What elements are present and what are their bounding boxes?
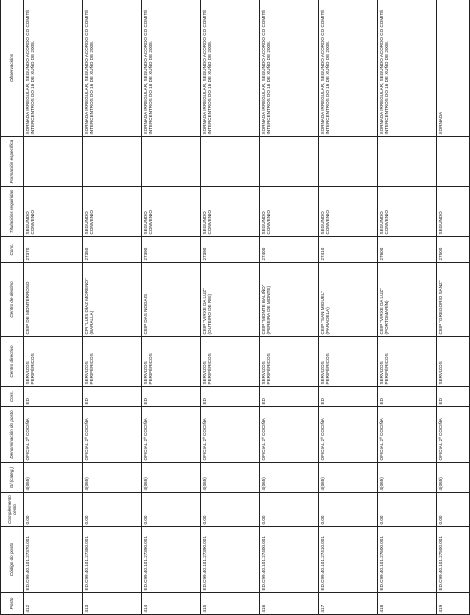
cell-cors: ED: [24, 387, 83, 407]
cell-titulacions: SEGUNDO CONVENIO: [142, 187, 201, 237]
cell-centro-destino: CEIP DAS NOGAIS: [142, 263, 201, 337]
cell-conc: 27390: [142, 237, 201, 263]
cell-codigo: ED.C99.40.101.27350.001: [83, 527, 142, 593]
cell-conc: 27600: [378, 237, 437, 263]
table-row: [24, 0, 83, 615]
cell-titulacions: SEGUNDO CONVENIO: [201, 187, 260, 237]
cell-formacion: [378, 137, 437, 187]
cell-gl: 4(065): [437, 463, 470, 493]
cell-posto: 417: [319, 593, 378, 615]
header-gl: Gl (categ.): [1, 463, 24, 493]
cell-titulacions: SEGUNDO CONVENIO: [24, 187, 83, 237]
cell-denominacion: OFICIAL 2ª COCIÑA: [319, 407, 378, 463]
header-centro-destino: Centro de destino: [1, 263, 24, 337]
cell-titulacions: SEGUNDO CONVENIO: [83, 187, 142, 237]
cell-observacions: XORNADA IRREGULAR, SEGUNDO ACORDO CO COMITÉ INTERCENTROS DO 16 DE XUÑO DE 2008.: [83, 0, 142, 137]
cell-titulacions: SEGUNDO CONVENIO: [319, 187, 378, 237]
cell-denominacion: OFICIAL 2ª COCIÑA: [201, 407, 260, 463]
cell-gl: 4(065): [260, 463, 319, 493]
cell-titulacions: SEGUNDO CONVENIO: [378, 187, 437, 237]
table-row: [142, 0, 201, 615]
cell-gl: 4(065): [378, 463, 437, 493]
cell-observacions: XORNADA IRREGULAR, SEGUNDO ACORDO CO COMITÉ INTERCENTROS DO 16 DE XUÑO DE 2008.: [24, 0, 83, 137]
cell-posto: 412: [24, 593, 83, 615]
cell-titulacions: SEGUNDO: [437, 187, 470, 237]
table-row: [201, 0, 260, 615]
cell-denominacion: OFICIAL 2ª COCIÑA: [260, 407, 319, 463]
cell-posto: 418: [378, 593, 437, 615]
cell-cors: ED: [83, 387, 142, 407]
cell-cors: ED: [260, 387, 319, 407]
cell-complemento: 0.00: [437, 493, 470, 527]
cell-complemento: 0.00: [201, 493, 260, 527]
cell-complemento: 0.00: [260, 493, 319, 527]
cell-observacions: XORNADA IRREGULAR, SEGUNDO ACORDO CO COMITÉ INTERCENTROS DO 16 DE XUÑO DE 2008.: [378, 0, 437, 137]
cell-conc: 27500: [437, 237, 470, 263]
cell-codigo: ED.C99.40.101.27600.001: [378, 527, 437, 593]
cell-conc: 27410: [319, 237, 378, 263]
cell-posto: 415: [201, 593, 260, 615]
header-formacion: Formación específica: [1, 137, 24, 187]
cell-observacions: XORNADA IRREGULAR, SEGUNDO ACORDO CO COMITÉ INTERCENTROS DO 16 DE XUÑO DE 2008.: [319, 0, 378, 137]
cell-denominacion: OFICIAL 2ª COCIÑA: [378, 407, 437, 463]
cell-observacions: XORNADA: [437, 0, 470, 137]
cell-complemento: 0.00: [378, 493, 437, 527]
cell-posto: 419: [437, 593, 470, 615]
cell-complemento: 0.00: [319, 493, 378, 527]
cell-posto: 416: [260, 593, 319, 615]
cell-posto: 413: [83, 593, 142, 615]
cell-denominacion: OFICIAL 2ª COCIÑA: [437, 407, 470, 463]
cell-cors: ED: [378, 387, 437, 407]
header-codigo: Código do posto: [1, 527, 24, 593]
cell-centro-destino: CEIP "VIRXE DA LUZ" (OUTEIRO DE REI): [201, 263, 260, 337]
cell-gl: 4(065): [201, 463, 260, 493]
header-observacions: Observacións: [1, 0, 24, 137]
header-posto: Posto: [1, 593, 24, 615]
cell-centro-destino: CEIP "VIRXE DA LUZ" (PORTOMARÍN): [378, 263, 437, 337]
cell-conc: 27350: [83, 237, 142, 263]
cell-centro-directivo: SERVIZOS PERIFÉRICOS: [378, 337, 437, 387]
cell-cors: ED: [437, 387, 470, 407]
cell-conc: 27370: [24, 237, 83, 263]
cell-codigo: ED.C99.40.101.27390.001: [201, 527, 260, 593]
cell-cors: ED: [319, 387, 378, 407]
cell-gl: 4(065): [24, 463, 83, 493]
cell-denominacion: OFICIAL 2ª COCIÑA: [142, 407, 201, 463]
cell-complemento: 0.00: [142, 493, 201, 527]
header-denominacion: Denominación do posto: [1, 407, 24, 463]
cell-codigo: ED.C99.40.101.27370.001: [24, 527, 83, 593]
cell-conc: 27390: [201, 237, 260, 263]
header-titulacions: Titulacións requiridas: [1, 187, 24, 237]
cell-gl: 4(065): [142, 463, 201, 493]
cell-codigo: ED.C99.40.101.27500.001: [437, 527, 470, 593]
table-row: [437, 0, 470, 615]
cell-codigo: ED.C99.40.101.27390.001: [142, 527, 201, 593]
cell-codigo: ED.C99.40.101.27410.001: [319, 527, 378, 593]
cell-observacions: XORNADA IRREGULAR, SEGUNDO ACORDO CO COMITÉ INTERCENTROS DO 16 DE XUÑO DE 2008.: [201, 0, 260, 137]
cell-complemento: 0.00: [24, 493, 83, 527]
cell-formacion: [201, 137, 260, 187]
cell-complemento: 0.00: [83, 493, 142, 527]
table-row: [319, 0, 378, 615]
cell-observacions: XORNADA IRREGULAR, SEGUNDO ACORDO CO COMITÉ INTERCENTROS DO 16 DE XUÑO DE 2008.: [142, 0, 201, 137]
cell-centro-destino: CEIP DE MONTERROSO: [24, 263, 83, 337]
table-row: [260, 0, 319, 615]
cell-cors: ED: [142, 387, 201, 407]
cell-centro-directivo: SERVIZOS PERIFÉRICOS: [319, 337, 378, 387]
header-cors: Cors.: [1, 387, 24, 407]
header-complemento: Complemento cesto: [1, 493, 24, 527]
cell-denominacion: OFICIAL 2ª COCIÑA: [83, 407, 142, 463]
cell-formacion: [24, 137, 83, 187]
cell-gl: 4(065): [83, 463, 142, 493]
cell-formacion: [83, 137, 142, 187]
cell-cors: ED: [201, 387, 260, 407]
cell-centro-directivo: SERVIZOS: [437, 337, 470, 387]
cell-centro-destino: CPI "LUIS DÍAZ MORENO" (BARALLA): [83, 263, 142, 337]
cell-centro-directivo: SERVIZOS PERIFÉRICOS: [24, 337, 83, 387]
table-row: [83, 0, 142, 615]
cell-centro-destino: CEIP "SAN MIGUEL" (PARADELA): [319, 263, 378, 337]
cell-centro-directivo: SERVIZOS PERIFÉRICOS: [142, 337, 201, 387]
table-header-row: [1, 0, 24, 615]
cell-denominacion: OFICIAL 2ª COCIÑA: [24, 407, 83, 463]
header-conc: Conc.: [1, 237, 24, 263]
cell-formacion: [437, 137, 470, 187]
table-row: [378, 0, 437, 615]
header-centro-directivo: Centro directivo: [1, 337, 24, 387]
cell-centro-directivo: SERVIZOS PERIFÉRICOS: [201, 337, 260, 387]
cell-formacion: [260, 137, 319, 187]
cell-centro-destino: CEIP "GREGORIO SANZ": [437, 263, 470, 337]
cell-centro-directivo: SERVIZOS PERIFÉRICOS: [260, 337, 319, 387]
cell-observacions: XORNADA IRREGULAR, SEGUNDO ACORDO CO COMITÉ INTERCENTROS DO 16 DE XUÑO DE 2008.: [260, 0, 319, 137]
cell-posto: 414: [142, 593, 201, 615]
cell-centro-destino: CEIP "MONTE BALIÑO" (PEREIRA DE MONTE): [260, 263, 319, 337]
cell-codigo: ED.C99.40.101.27400.001: [260, 527, 319, 593]
cell-gl: 4(065): [319, 463, 378, 493]
cell-titulacions: SEGUNDO CONVENIO: [260, 187, 319, 237]
cell-centro-directivo: SERVIZOS PERIFÉRICOS: [83, 337, 142, 387]
cell-conc: 27400: [260, 237, 319, 263]
cell-formacion: [142, 137, 201, 187]
cell-formacion: [319, 137, 378, 187]
